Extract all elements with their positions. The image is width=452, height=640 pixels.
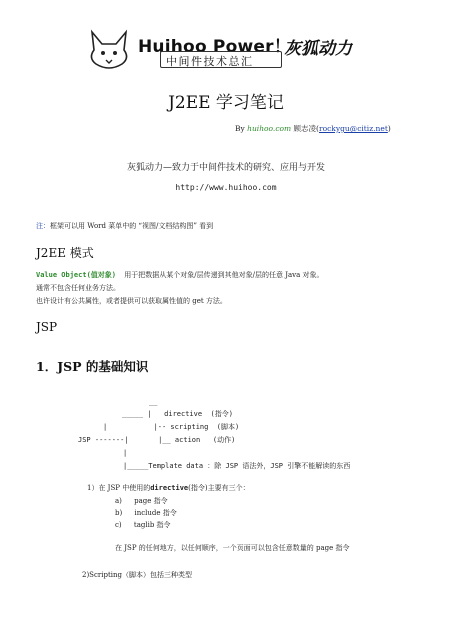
tree-line-4: | xyxy=(123,449,128,457)
tree-line-5: |_____Template data ：除 JSP 语法外，JSP 引擎不能解读的东西 xyxy=(123,462,351,470)
author-site-link[interactable]: huihoo.com xyxy=(247,124,292,133)
document-title: J2EE 学习笔记 xyxy=(168,93,284,113)
fox-logo-icon xyxy=(86,28,132,70)
tree-line-3: JSP -------| |__ action (动作) xyxy=(78,436,236,444)
author-line xyxy=(235,123,391,134)
brand-subtitle: 中间件技术总汇 xyxy=(166,55,254,68)
site-url[interactable]: http://www.huihoo.com xyxy=(175,183,277,192)
heading-jsp: JSP xyxy=(36,320,58,334)
tree-line-0: __ xyxy=(149,398,158,406)
item1-prefix: 1）在 JSP 中使用的 xyxy=(87,484,151,492)
vo-label: Value Object(值对象) xyxy=(36,271,117,279)
list-item xyxy=(115,496,168,507)
item1-line xyxy=(87,483,250,494)
vo-paragraph xyxy=(36,270,324,281)
list-item xyxy=(115,508,177,519)
item2-line: 2)Scripting（脚本）包括三种类型 xyxy=(82,571,193,579)
heading-jsp-basics: 1．JSP 的基础知识 xyxy=(36,359,149,374)
vo-line2: 通常不包含任何业务方法。 xyxy=(36,284,120,292)
list-marker: c) xyxy=(115,521,122,529)
list-item xyxy=(115,520,171,531)
note-lead: 注： xyxy=(36,222,50,230)
heading-j2ee-patterns: J2EE 模式 xyxy=(36,246,94,260)
tree-line-2: | |-- scripting (脚本) xyxy=(103,423,240,431)
tree-line-1: _____ | directive (指令) xyxy=(122,410,233,418)
brand-name: Huihoo Power！ xyxy=(138,37,291,57)
item1-bold: directive xyxy=(150,484,189,492)
vo-line3: 也许设计有公共属性，或者提供可以获取属性值的 get 方法。 xyxy=(36,297,227,305)
author-by: By xyxy=(235,124,245,133)
list-text: page 指令 xyxy=(134,497,168,505)
author-close: ) xyxy=(387,124,391,133)
list-text: include 指令 xyxy=(134,509,177,517)
list-marker: b) xyxy=(115,509,123,517)
author-name: 顾志凌( xyxy=(293,124,319,133)
note-text: 框架可以用 Word 菜单中的 “视图/文档结构图” 看到 xyxy=(50,222,214,230)
outline-note xyxy=(36,221,213,231)
list-text: taglib 指令 xyxy=(133,521,171,529)
vo-line1: 用于把数据从某个对象/层传递到其他对象/层的任意 Java 对象。 xyxy=(124,271,324,279)
list-marker: a) xyxy=(115,497,122,505)
directive-note: 在 JSP 的任何地方，以任何顺序，一个页面可以包含任意数量的 page 指令 xyxy=(115,544,350,552)
slogan: 灰狐动力—致力于中间件技术的研究、应用与开发 xyxy=(126,163,325,173)
brand-chinese-name: 灰狐动力 xyxy=(284,39,352,59)
item1-suffix: (指令)主要有三个： xyxy=(188,484,250,492)
author-email-link[interactable]: rockygu@citiz.net xyxy=(318,124,388,133)
